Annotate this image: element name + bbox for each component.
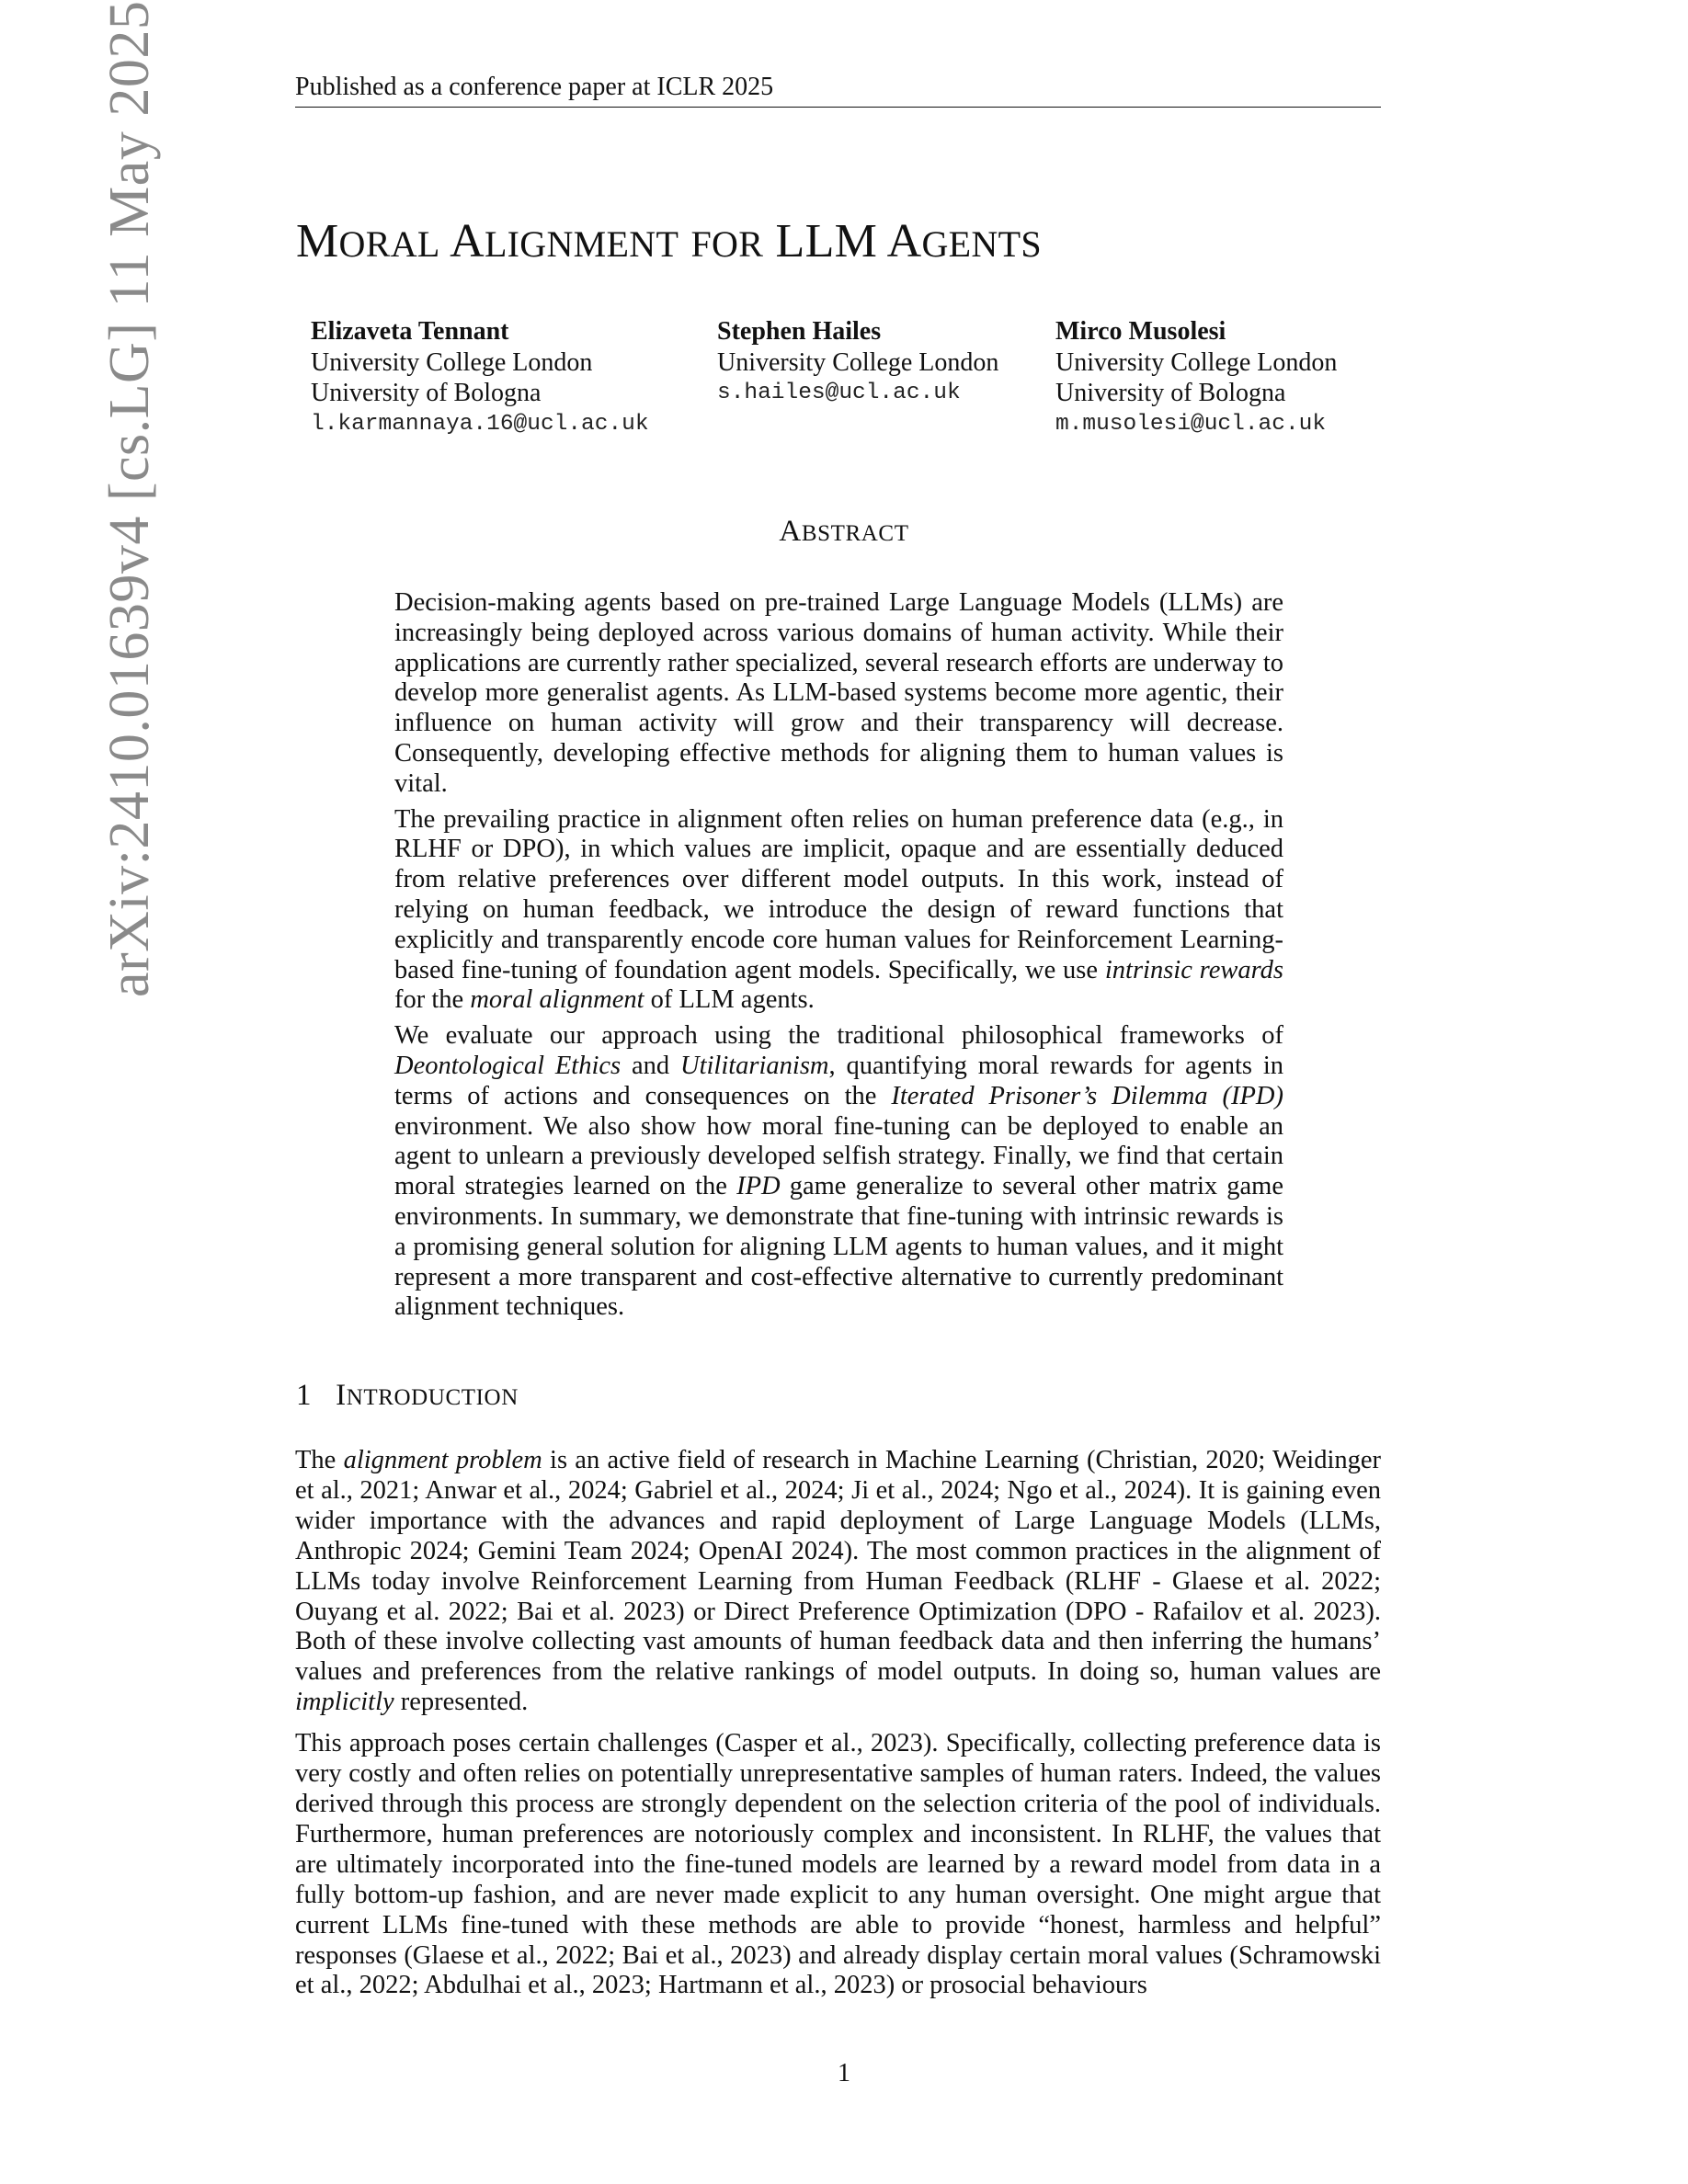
emphasis: IPD [736, 1172, 781, 1201]
abstract-body [394, 588, 1283, 1328]
author-1 [311, 316, 649, 439]
emphasis: intrinsic rewards [1104, 955, 1283, 984]
section-heading-cap: I [336, 1379, 347, 1412]
title-word [296, 215, 440, 267]
emphasis: Iterated Prisoner’s Dilemma (IPD) [891, 1081, 1283, 1110]
title-word-cap: A [886, 215, 922, 267]
author-3 [1055, 316, 1337, 439]
introduction-body [295, 1446, 1381, 2012]
emphasis: Utilitarianism [679, 1051, 829, 1080]
title-word-rest: ORAL [338, 223, 440, 265]
title-word-cap: LLM [775, 215, 878, 267]
title-word [450, 215, 679, 267]
author-name: Mirco Musolesi [1055, 317, 1226, 346]
author-name: Stephen Hailes [717, 317, 882, 346]
abstract-paragraph: The prevailing practice in alignment often relies on human preference data (e.g., in RLHF or DPO), in which values are implicit, opaque and are essentially deduced from relative preferences over different model outputs. In this work, instead of relying on human feedback, we introduce the design of reward functions that explicitly and transparently encode core human values for Reinforcement Learning-based fine-tuning of foundation agent models. Specifically, we use intrinsic rewards for the moral alignment of LLM agents. [394, 804, 1283, 1015]
section-heading-rest: NTRODUCTION [346, 1385, 519, 1410]
emphasis: alignment problem [343, 1446, 542, 1474]
title-word-rest: LIGNMENT [484, 223, 679, 265]
title-word [776, 215, 878, 267]
running-header [295, 72, 1381, 108]
author-affiliation: University of Bologna [311, 379, 542, 407]
abstract-heading-cap: A [779, 515, 802, 548]
emphasis: moral alignment [470, 985, 644, 1015]
author-affiliation: University College London [717, 347, 999, 377]
author-affiliation: University College London [1055, 347, 1338, 377]
emphasis: implicitly [295, 1688, 394, 1717]
author-2 [717, 316, 998, 409]
section-heading-introduction [296, 1379, 519, 1413]
author-affiliation: University of Bologna [1055, 379, 1286, 407]
abstract-paragraph: Decision-making agents based on pre-trained Large Language Models (LLMs) are increasingly being deployed across various domains of human activity. While their applications are currently rather specialized, several research efforts are underway to develop more generalist agents. As LLM-based systems become more agentic, their influence on human activity will grow and their transparency will decrease. Consequently, developing effective methods for aligning them to human values is vital. [394, 588, 1283, 798]
author-email[interactable]: s.hailes@ucl.ac.uk [717, 381, 961, 405]
abstract-paragraph: We evaluate our approach using the traditional philosophical frameworks of Deontological Ethics and Utilitarianism, quantifying moral rewards for agents in terms of actions and consequences on the Iterated Prisoner’s Dilemma (IPD) environment. We also show how moral fine-tuning can be deployed to enable an agent to unlearn a previously developed selfish strategy. Finally, we find that certain moral strategies learned on the IPD game generalize to several other matrix game environments. In summary, we demonstrate that fine-tuning with intrinsic rewards is a promising general solution for aligning LLM agents to human values, and it might represent a more transparent and cost-effective alternative to currently predominant alignment techniques. [394, 1021, 1283, 1322]
author-affiliation: University College London [311, 347, 593, 377]
abstract-heading [0, 515, 1688, 549]
author-email[interactable]: m.musolesi@ucl.ac.uk [1055, 411, 1327, 437]
author-name: Elizaveta Tennant [311, 317, 509, 346]
title-word-rest: FOR [690, 223, 764, 265]
intro-paragraph: The alignment problem is an active field of research in Machine Learning (Christian, 2020; Weidinger et al., 2021; Anwar et al., 2024; Gabriel et al., 2024; Ji et al., 2024; Ngo et al., 2024). It is gaining even wider importance with the advances and rapid deployment of Large Language Models (LLMs, Anthropic 2024; Gemini Team 2024; OpenAI 2024). The most common practices in the alignment of LLMs today involve Reinforcement Learning from Human Feedback (RLHF - Glaese et al. 2022; Ouyang et al. 2022; Bai et al. 2023) or Direct Preference Optimization (DPO - Rafailov et al. 2023). Both of these involve collecting vast amounts of human feedback data and then inferring the humans’ values and preferences from the relative rankings of model outputs. In doing so, human values are implicitly represented. [295, 1446, 1381, 1717]
title-word-rest: GENTS [921, 223, 1042, 265]
emphasis: Deontological Ethics [394, 1051, 622, 1080]
author-email[interactable]: l.karmannaya.16@ucl.ac.uk [311, 411, 649, 437]
arxiv-stamp: arXiv:2410.01639v4 [cs.LG] 11 May 2025 [98, 0, 161, 997]
title-word-cap: M [296, 215, 339, 267]
title-word [887, 215, 1042, 267]
page-number: 1 [838, 2059, 850, 2087]
section-number: 1 [296, 1379, 313, 1412]
intro-paragraph: This approach poses certain challenges (Casper et al., 2023). Specifically, collecting preference data is very costly and often relies on potentially unrepresentative samples of human raters. Indeed, the values derived through this process are strongly dependent on the selection criteria of the pool of individuals. Furthermore, human preferences are notoriously complex and inconsistent. In RLHF, the values that are ultimately incorporated into the fine-tuned models are learned by a reward model from data in a fully bottom-up fashion, and are never made explicit to any human oversight. One might argue that current LLMs fine-tuned with these methods are able to provide “honest, harmless and helpful” responses (Glaese et al., 2022; Bai et al., 2023) and already display certain moral values (Schramowski et al., 2022; Abdulhai et al., 2023; Hartmann et al., 2023) or prosocial behaviours [295, 1729, 1381, 2000]
title-word [691, 215, 764, 267]
paper-title [296, 213, 1042, 273]
title-word-cap: A [450, 215, 485, 267]
running-head-text: Published as a conference paper at ICLR 2025 [295, 73, 774, 101]
abstract-heading-rest: BSTRACT [801, 521, 909, 546]
